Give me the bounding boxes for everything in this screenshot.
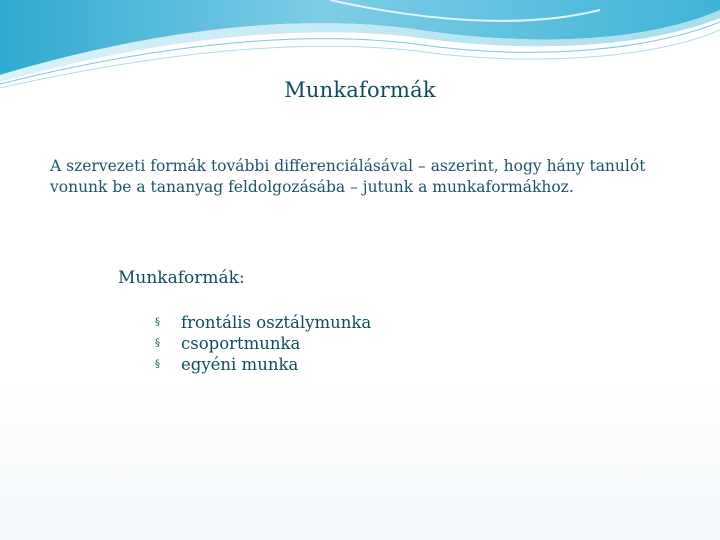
intro-paragraph: [50, 156, 650, 198]
section-bullet-icon: §: [155, 317, 160, 328]
list-item-text: frontális osztálymunka: [181, 313, 372, 332]
section-bullet-icon: §: [155, 338, 160, 349]
list-item-text: csoportmunka: [181, 334, 301, 353]
list-item-text: egyéni munka: [181, 355, 299, 374]
header-wave-decoration: [0, 0, 720, 90]
list-item: [155, 354, 371, 375]
list-item: [155, 312, 371, 333]
list-heading: Munkaformák:: [118, 268, 245, 288]
slide-title: Munkaformák: [284, 78, 436, 102]
paragraph-line: vonunk be a tananyag feldolgozásába – jutunk a munkaformákhoz.: [50, 178, 574, 196]
section-bullet-icon: §: [155, 359, 160, 370]
paragraph-line: A szervezeti formák további differenciálásával – aszerint, hogy hány tanulót: [50, 157, 646, 175]
work-forms-list: [155, 312, 371, 375]
list-item: [155, 333, 371, 354]
